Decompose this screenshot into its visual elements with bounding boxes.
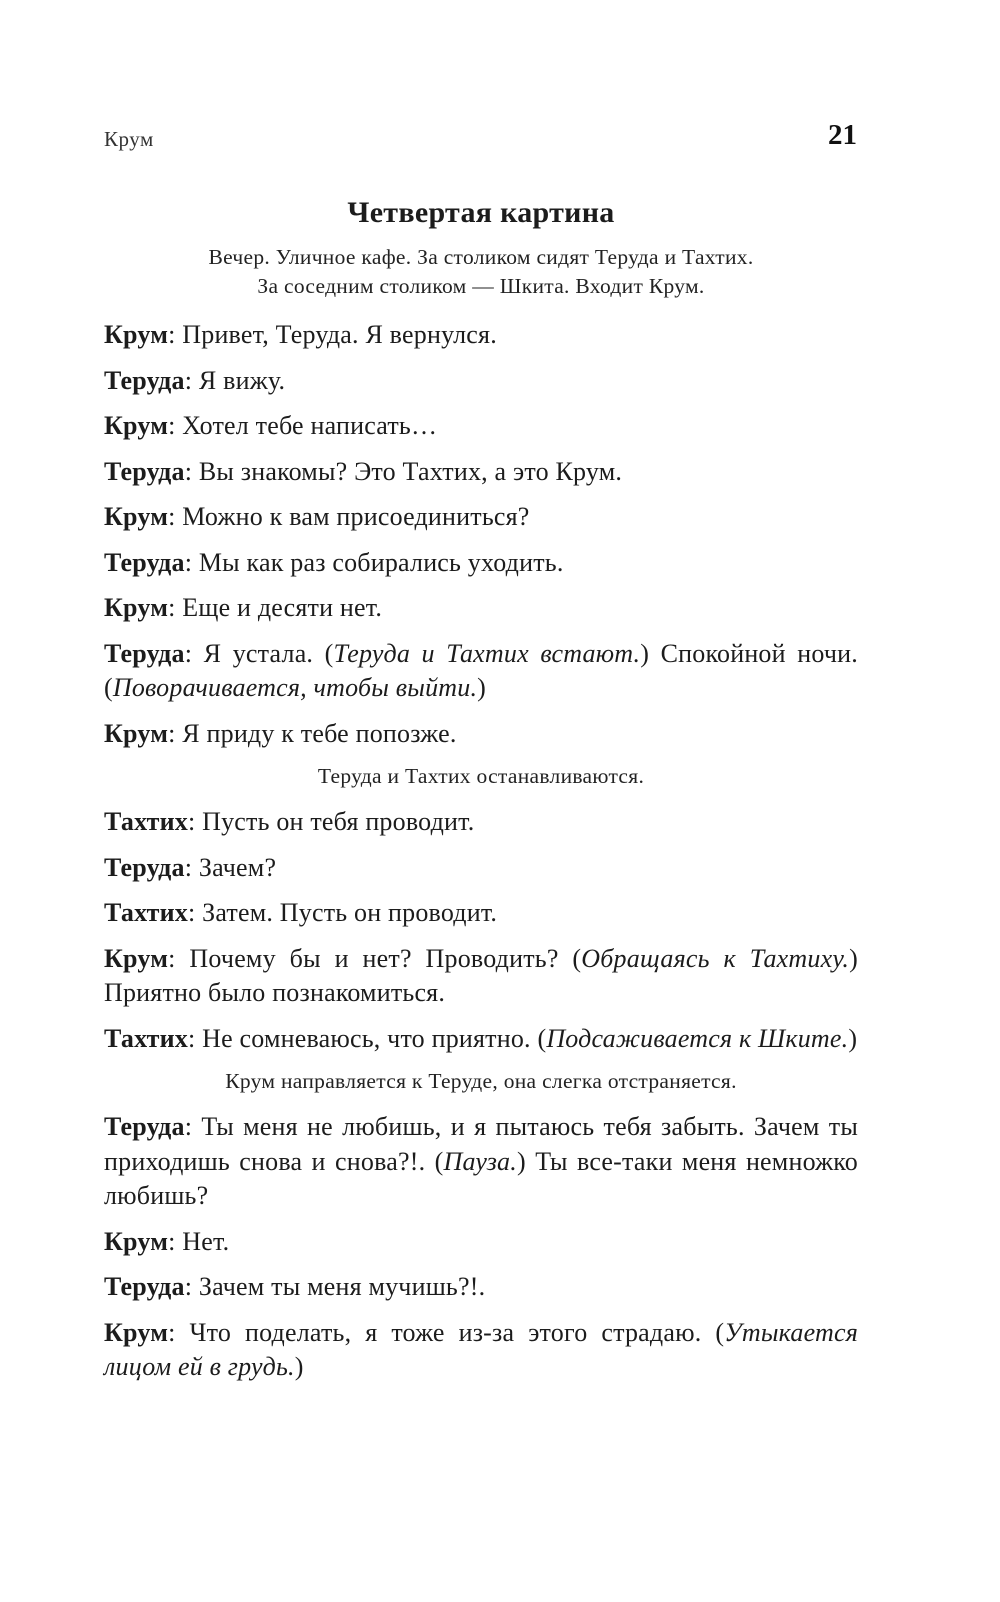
dialogue-line [104, 1022, 858, 1057]
line-text: ) [294, 1352, 304, 1381]
line-text: ) Ты все-таки меня немножко любишь? [104, 1146, 858, 1210]
line-text: ) Приятно было познакомиться. [104, 943, 858, 1007]
dialogue-line [104, 1110, 858, 1214]
line-text: : Привет, Теруда. Я вернулся. [168, 320, 497, 349]
dialogue [104, 318, 858, 1385]
line-text: : Зачем ты меня мучишь?!. [184, 1272, 486, 1301]
speaker-name: Крум [104, 718, 169, 748]
line-text: : Затем. Пусть он проводит. [188, 898, 498, 927]
speaker-name: Крум [104, 593, 169, 622]
line-text: : Еще и десяти нет. [168, 593, 383, 622]
stage-line: За соседним столиком — Шкита. Входит Крум. [257, 274, 705, 298]
speaker-name: Крум [104, 943, 169, 973]
dialogue-line [104, 805, 858, 840]
dialogue-line [104, 364, 858, 399]
line-text: : Зачем? [184, 852, 277, 882]
speaker-name: Тахтих [104, 1023, 188, 1053]
line-text: : Пусть он тебя проводит. [188, 807, 475, 836]
scene-stage-direction [104, 243, 858, 301]
line-text: : Можно к вам присоединиться? [168, 502, 530, 531]
scene-title: Четвертая картина [347, 196, 615, 229]
line-text: : Вы знакомы? Это Тахтих, а это Крум. [184, 456, 623, 486]
running-title: Крум [104, 127, 154, 151]
stage-remark: Утыкается лицом ей в грудь. [104, 1317, 858, 1381]
dialogue-line [104, 591, 858, 626]
stage-remark: Пауза. [443, 1146, 517, 1176]
speaker-name: Крум [104, 411, 169, 440]
dialogue-line [104, 318, 858, 353]
line-text: : Я устала. ( [184, 638, 334, 668]
line-text: : Что поделать, я тоже из-за этого страдаю. ( [168, 1317, 725, 1347]
dialogue-line [104, 851, 858, 886]
line-text: : Я вижу. [184, 365, 286, 395]
dialogue-line [104, 1270, 858, 1305]
line-text: ) [477, 673, 486, 702]
stage-line: Вечер. Уличное кафе. За столиком сидят Теруда и Тахтих. [208, 245, 754, 269]
dialogue-line [104, 896, 858, 931]
speaker-name: Крум [104, 1226, 169, 1256]
page-content [104, 196, 858, 1396]
stage-direction: Теруда и Тахтих останавливаются. [317, 764, 645, 788]
speaker-name: Тахтих [104, 898, 188, 927]
speaker-name: Теруда [104, 1272, 185, 1301]
stage-remark: Поворачивается, чтобы выйти. [112, 673, 478, 702]
speaker-name: Теруда [104, 638, 185, 668]
speaker-name: Крум [104, 320, 169, 349]
speaker-name: Теруда [104, 1112, 185, 1141]
speaker-name: Теруда [104, 547, 185, 577]
stage-remark: Обращаясь к Тахтиху. [581, 943, 850, 973]
speaker-name: Крум [104, 1317, 169, 1347]
stage-remark: Теруда и Тахтих встают. [333, 638, 641, 668]
dialogue-line [104, 942, 858, 1011]
line-text: : Хотел тебе написать… [168, 411, 438, 440]
dialogue-line [104, 455, 858, 490]
dialogue-line [104, 1316, 858, 1385]
stage-direction: Крум направляется к Теруде, она слегка отстраняется. [225, 1069, 737, 1093]
line-text: : Нет. [168, 1226, 230, 1256]
dialogue-line [104, 1225, 858, 1260]
speaker-name: Крум [104, 502, 169, 531]
dialogue-line [104, 637, 858, 706]
line-text: ) [848, 1023, 858, 1053]
stage-remark: Подсаживается к Шките. [546, 1023, 849, 1053]
dialogue-line [104, 500, 858, 535]
dialogue-line [104, 546, 858, 581]
speaker-name: Теруда [104, 852, 185, 882]
line-text: : Мы как раз собирались уходить. [184, 547, 564, 577]
speaker-name: Тахтих [104, 807, 188, 836]
dialogue-line [104, 717, 858, 752]
page-number: 21 [828, 119, 857, 151]
line-text: : Ты меня не любишь, и я пытаюсь тебя забыть. Зачем ты приходишь снова и снова?!. ( [104, 1112, 858, 1176]
line-text: : Почему бы и нет? Проводить? ( [168, 943, 582, 973]
dialogue-line [104, 409, 858, 444]
line-text: : Не сомневаюсь, что приятно. ( [188, 1023, 547, 1053]
speaker-name: Теруда [104, 456, 185, 486]
line-text: ) Спокойной ночи. ( [104, 638, 858, 702]
line-text: : Я приду к тебе попозже. [168, 718, 457, 748]
speaker-name: Теруда [104, 365, 185, 395]
